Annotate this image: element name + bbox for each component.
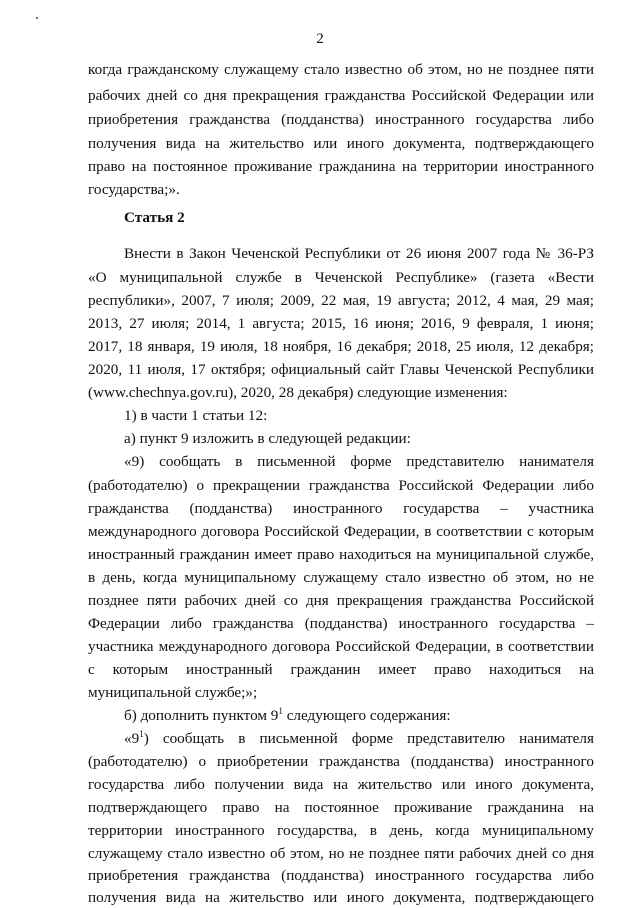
text-fragment: «9 bbox=[124, 730, 140, 747]
list-item: 1) в части 1 статьи 12: bbox=[124, 407, 268, 424]
text-line: государства либо получении вида на жительство или иного документа, bbox=[88, 776, 594, 793]
scan-dot bbox=[36, 17, 38, 19]
text-line: приобретения гражданства (подданства) иностранного государства либо bbox=[88, 867, 594, 884]
text-line: право на постоянное проживание гражданина на территории иностранного bbox=[88, 158, 594, 175]
text-line: рабочих дней со дня прекращения гражданства Российской Федерации или bbox=[88, 87, 594, 104]
text-line: территории иностранного государства, в день, когда муниципальному bbox=[88, 822, 594, 839]
text-line: позднее пяти рабочих дней со дня прекращения гражданства Российской bbox=[88, 592, 594, 609]
text-fragment: следующего содержания: bbox=[286, 707, 451, 724]
text-line: «О муниципальной службе в Чеченской Республике» (газета «Вести bbox=[88, 269, 594, 286]
text-fragment: ) сообщать в письменной форме представителю нанимателя bbox=[143, 730, 594, 747]
text-line: служащему стало известно об этом, но не позднее пяти рабочих дней со дня bbox=[88, 845, 594, 862]
text-line: республики», 2007, 7 июля; 2009, 22 мая, 19 августа; 2012, 4 мая, 29 мая; bbox=[88, 292, 594, 309]
text-line: Внести в Закон Чеченской Республики от 26 июня 2007 года № 36-РЗ bbox=[124, 245, 594, 262]
text-line: государства;». bbox=[88, 181, 180, 198]
text-line: (www.chechnya.gov.ru), 2020, 28 декабря) следующие изменения: bbox=[88, 384, 508, 401]
text-line bbox=[124, 729, 594, 749]
text-line: иностранный гражданин имеет право находиться на муниципальной службе, bbox=[88, 546, 594, 563]
text-line: приобретения гражданства (подданства) иностранного государства либо bbox=[88, 111, 594, 128]
text-line: (работодателю) о приобретении гражданства (подданства) иностранного bbox=[88, 753, 594, 770]
article-heading: Статья 2 bbox=[124, 209, 185, 226]
text-line: когда гражданскому служащему стало известно об этом, но не позднее пяти bbox=[88, 61, 594, 78]
page-number: 2 bbox=[316, 31, 324, 47]
text-line: (работодателю) о прекращении гражданства Российской Федерации либо bbox=[88, 477, 594, 494]
text-line: участника международного договора Российской Федерации, в соответствии bbox=[88, 638, 594, 655]
superscript: 1 bbox=[278, 705, 283, 716]
text-line: 2017, 18 января, 19 июля, 18 ноября, 16 декабря; 2018, 25 июля, 12 декабря; bbox=[88, 338, 594, 355]
text-line: 2020, 11 июля, 17 октября; официальный сайт Главы Чеченской Республики bbox=[88, 361, 594, 378]
text-fragment: б) дополнить пунктом 9 bbox=[124, 707, 279, 724]
superscript: 1 bbox=[139, 728, 144, 739]
text-line: получения вида на жительство или иного документа, подтверждающего bbox=[88, 135, 594, 152]
text-line: подтверждающего право на постоянное проживание гражданина на bbox=[88, 799, 594, 816]
list-item: а) пункт 9 изложить в следующей редакции: bbox=[124, 430, 411, 447]
text-line: в день, когда муниципальному служащему стало известно об этом, но не bbox=[88, 569, 594, 586]
list-item bbox=[124, 706, 451, 726]
text-line: 2013, 27 июля; 2014, 1 августа; 2015, 16 июня; 2016, 9 февраля, 1 июня; bbox=[88, 315, 594, 332]
text-line: муниципальной службе;»; bbox=[88, 684, 258, 701]
text-line: получения вида на жительство или иного документа, подтверждающего bbox=[88, 889, 594, 906]
text-line: Федерации либо гражданства (подданства) иностранного государства – bbox=[88, 615, 594, 632]
text-line: гражданства (подданства) иностранного государства – участника bbox=[88, 500, 594, 517]
text-line: с которым иностранный гражданин имеет право находиться на bbox=[88, 661, 594, 678]
text-fragment bbox=[124, 729, 144, 749]
text-line: международного договора Российской Федерации, в соответствии с которым bbox=[88, 523, 594, 540]
text-line: «9) сообщать в письменной форме представителю нанимателя bbox=[124, 453, 594, 470]
